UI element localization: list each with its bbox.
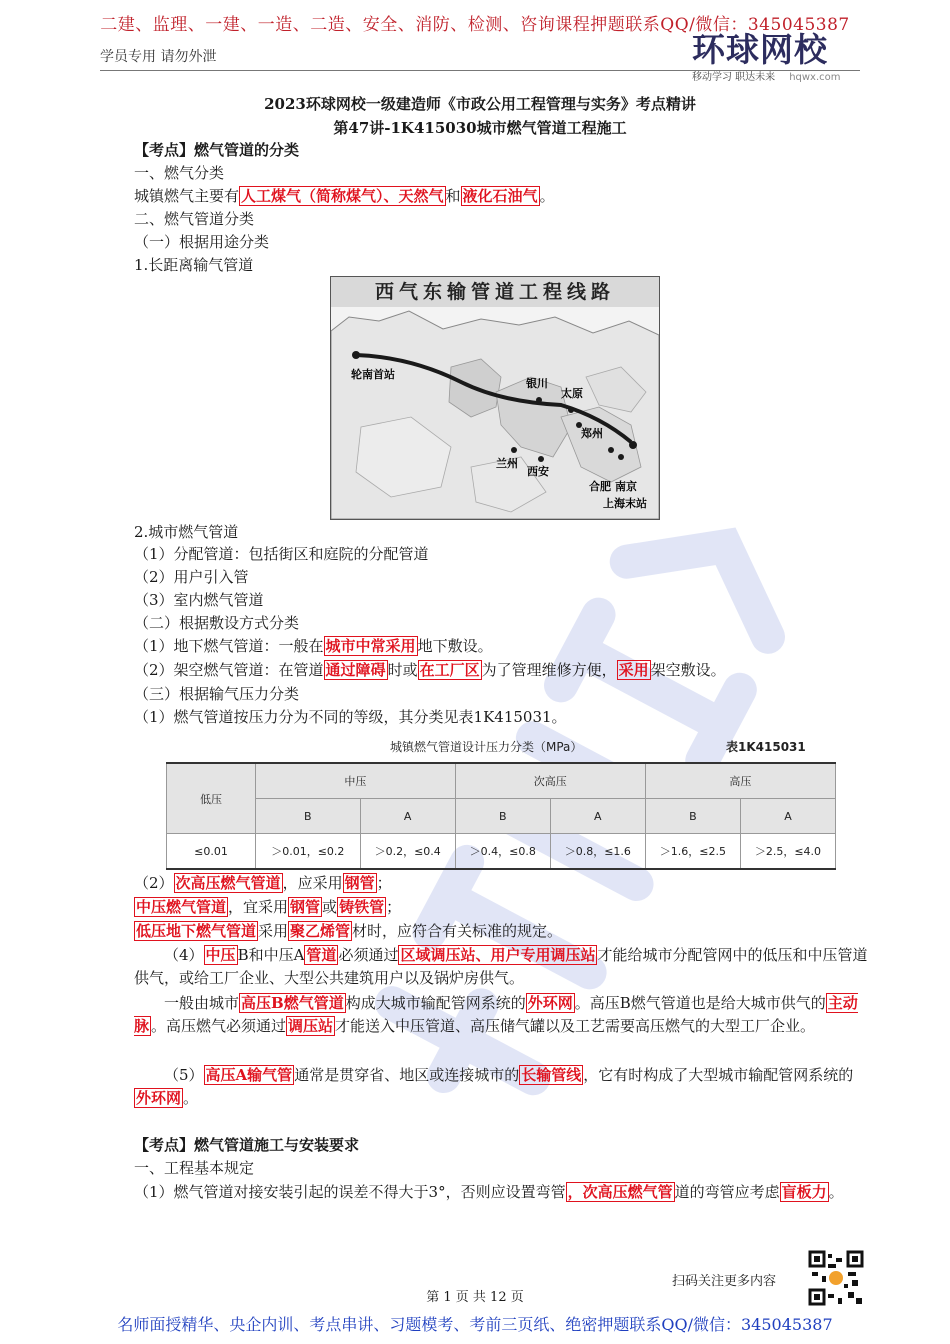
subheader-a: A [550,799,645,834]
item-indoor-pipe: （3）室内燃气管道 [134,591,264,609]
highlight-term: 钢管 [290,898,321,916]
header-low: 低压 [167,763,256,834]
highlight-term: 管道 [306,946,337,964]
logo [692,30,882,83]
highlight-term: 中压燃气管道 [136,898,227,916]
table-number: 表1K415031 [726,740,806,754]
student-note: 学员专用 请勿外泄 [100,49,217,65]
highlight-term: 通过障碍 [325,661,386,679]
highlight-term: 采用 [618,661,649,679]
highlight-term: 人工煤气（简称煤气）、天然气 [241,187,444,205]
doc-title-line1: 2023环球网校一级建造师《市政公用工程管理与实务》考点精讲 [264,95,696,113]
highlight-term: 主动脉 [134,994,858,1035]
map-graphic [331,307,659,519]
item-distribution: （1）分配管道：包括街区和庭院的分配管道 [134,545,429,563]
subheader-a: A [740,799,835,834]
item-city-pipeline: 2.城市燃气管道 [134,523,239,541]
page-number: 第 1 页 共 12 页 [426,1290,524,1305]
table-caption: 城镇燃气管道设计压力分类（MPa） [390,740,583,754]
highlight-term: 外环网 [136,1089,182,1107]
map-title: 西气东输管道工程线路 [331,277,659,307]
subheader-b: B [256,799,361,834]
subheader-a: A [360,799,455,834]
top-banner: 二建、监理、一建、一造、二造、安全、消防、检测、咨询课程押题联系QQ/微信：345045387 [100,15,850,35]
city-yinchuan: 银川 [526,377,548,390]
highlight-term: 聚乙烯管 [290,922,351,940]
highlight-term: 液化石油气 [462,187,538,205]
subsection-by-laying: （二）根据敷设方式分类 [134,614,300,632]
underground-paragraph: （1）地下燃气管道：一般在 城市中常采用 地下敷设。 [134,637,493,655]
highlight-term: 在工厂区 [419,661,480,679]
bend-paragraph: （1）燃气管道对接安装引起的误差不得大于3°，否则应设置弯管 ，次高压燃气管 道的弯管应考虑 盲板力 。 [134,1183,844,1201]
highlight-term: 高压A输气管 [205,1066,293,1084]
highlight-term: 中压 [205,946,236,964]
subsection-by-pressure: （三）根据输气压力分类 [134,685,300,703]
cell-mid-a: ＞0.2，≤0.4 [360,834,455,870]
mid-pressure-paragraph: 中压燃气管道 ，宜采用 钢管 或 铸铁管 ； [136,898,402,916]
item-long-distance: 1.长距离输气管道 [134,256,254,274]
city-taiyuan: 太原 [561,387,583,400]
header-high: 高压 [645,763,835,799]
qr-caption: 扫码关注更多内容 [672,1274,777,1289]
subheader-b: B [645,799,740,834]
pressure-table [166,762,836,870]
cell-mid-b: ＞0.01，≤0.2 [256,834,361,870]
doc-title-line2: 第47讲-1K415030城市燃气管道工程施工 [333,119,627,137]
highlight-term: 铸铁管 [339,898,385,916]
header-subhigh: 次高压 [455,763,645,799]
subsection-gas-types: 一、燃气分类 [134,164,225,182]
cell-high-a: ＞2.5，≤4.0 [740,834,835,870]
logo-slogan: 移动学习 职达未来 [692,72,776,83]
highlight-term: 钢管 [344,874,375,892]
highlight-term: 调压站 [288,1017,334,1035]
subsection-pipe-classification: 二、燃气管道分类 [134,210,255,228]
highlight-term: 城市中常采用 [325,637,416,655]
subsection-by-usage: （一）根据用途分类 [134,233,270,251]
city-lunnan: 轮南首站 [351,368,395,381]
city-zhengzhou: 郑州 [581,427,603,440]
city-shanghai: 上海末站 [603,497,647,510]
city-nanjing: 南京 [615,480,637,493]
city-lanzhou: 兰州 [496,457,518,470]
logo-text: 环球网校 [692,30,828,69]
section-heading-classification: 【考点】燃气管道的分类 [134,141,300,159]
cell-low: ≤0.01 [167,834,256,870]
highlight-term: 区域调压站、用户专用调压站 [400,946,596,964]
subhigh-paragraph: （2） 次高压燃气管道 ，应采用 钢管 ； [134,874,392,892]
city-hefei: 合肥 [589,480,611,493]
high-a-paragraph: （5） 高压A输气管 通常是贯穿省、地区或连接城市的 长输管线 ，它有时构成了大型城市输配管网系统的外环网 。 [136,1066,854,1107]
cell-subhigh-b: ＞0.4，≤0.8 [455,834,550,870]
highlight-term: 次高压燃气管道 [175,874,281,892]
logo-url: hqwx.com [789,72,841,83]
regulator-paragraph: （4） 中压 B和中压A 管道 必须通过 区域调压站、用户专用调压站 才能给城市分配管网中的低压和中压管道供气，或给工厂企业、大型公共建筑用户以及锅炉房供气。 [134,946,868,987]
bottom-banner: 名师面授精华、央企内训、考点串讲、习题模考、考前三页纸、绝密押题联系QQ/微信：345045387 [117,1315,833,1334]
highlight-term: 高压B燃气管道 [241,994,344,1012]
highlight-term: 盲板力 [781,1183,827,1201]
subsection-basic-rules: 一、工程基本规定 [134,1159,255,1177]
cell-high-b: ＞1.6，≤2.5 [645,834,740,870]
low-pressure-paragraph: 低压地下燃气管道 采用 聚乙烯管 材时，应符合有关标准的规定。 [136,922,563,940]
high-b-paragraph: 一般由城市 高压B燃气管道 构成大城市输配管网系统的 外环网 。高压B燃气管道也是给大城市供气的 主动脉 。高压燃气必须通过 调压站 才能送入中压管道、高压储气罐以及工艺需要高压燃气的大型工厂企业。 [134,994,858,1035]
header-mid: 中压 [256,763,456,799]
overhead-paragraph: （2）架空燃气管道：在管道 通过障碍 时或 在工厂区 为了管理维修方便， 采用 架空敷设。 [134,661,726,679]
highlight-term: ，次高压燃气管 [567,1183,673,1201]
pipeline-map-figure [330,276,660,520]
cell-subhigh-a: ＞0.8，≤1.6 [550,834,645,870]
header-divider [100,70,860,71]
gas-types-paragraph: 城镇燃气主要有 人工煤气（简称煤气）、天然气 和 液化石油气 。 [134,187,555,205]
highlight-term: 长输管线 [521,1066,582,1084]
pressure-paragraph: （1）燃气管道按压力分为不同的等级，其分类见表1K415031。 [134,708,567,726]
highlight-term: 外环网 [527,994,573,1012]
section-heading-construction: 【考点】燃气管道施工与安装要求 [134,1136,360,1154]
city-xian: 西安 [527,465,549,478]
item-service-pipe: （2）用户引入管 [134,568,249,586]
highlight-term: 低压地下燃气管道 [136,922,257,940]
subheader-b: B [455,799,550,834]
